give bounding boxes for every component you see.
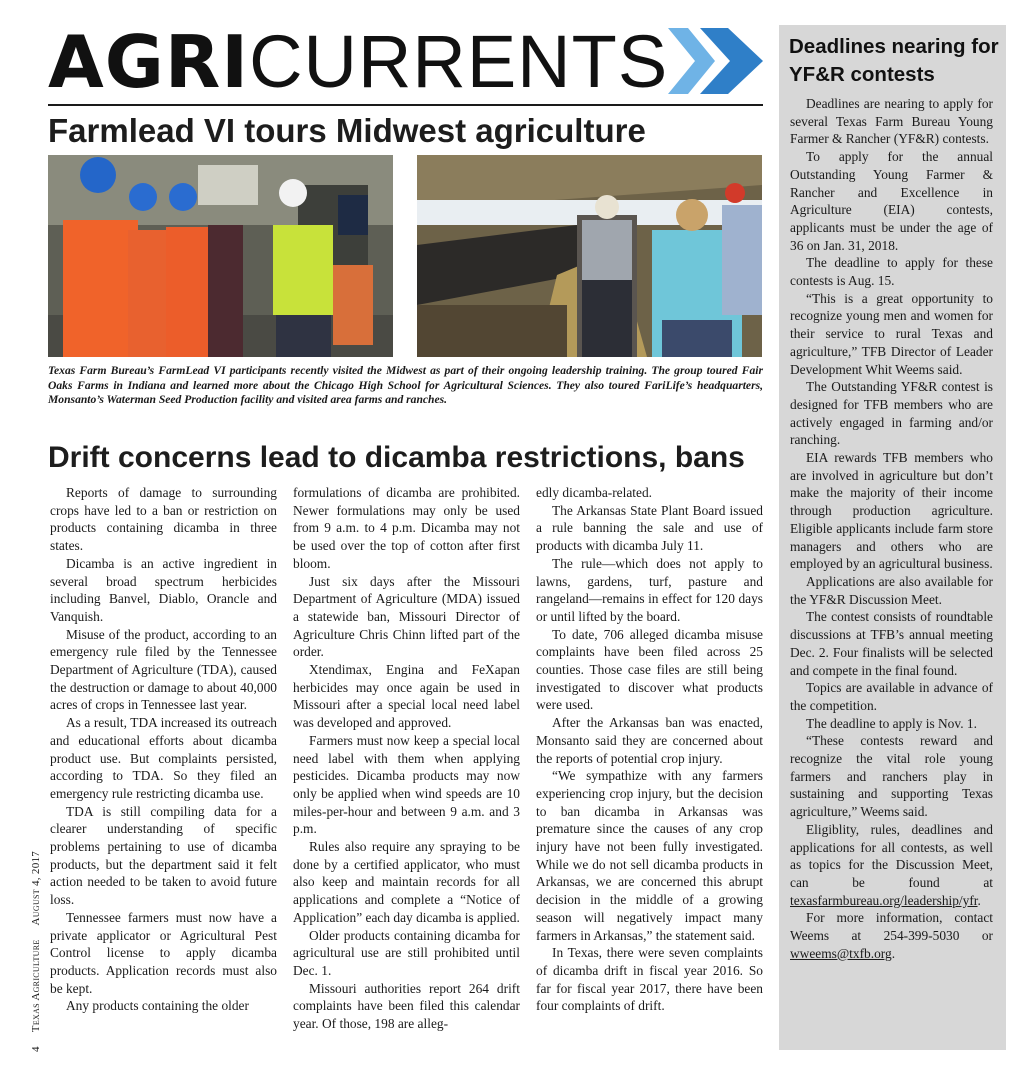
paragraph-with-link: [790, 821, 993, 910]
paragraph: Xtendimax, Engina and FeXapan herbicides may once again be used in Missouri after a special local need label was developed and approved.: [293, 662, 520, 731]
article-headline-farmlead: Farmlead VI tours Midwest agriculture: [48, 112, 646, 149]
paragraph: After the Arkansas ban was enacted, Monsanto said they are concerned about the reports of potential crop injury.: [536, 715, 763, 766]
paragraph: “These contests reward and recognize the vital role young farmers and ranchers play in sustaining and supporting Texas agriculture,” Weems said.: [790, 733, 993, 820]
paragraph: Rules also require any spraying to be done by a certified applicator, who must also keep and maintain records for all applications and complete a “Notice of Application” each day dicamba is applied.: [293, 839, 520, 925]
text: .: [891, 945, 896, 961]
article-column-2: [293, 484, 520, 1050]
paragraph: To date, 706 alleged dicamba misuse complaints have been filed across 25 counties. Those case files are still being investigated to discover what products were used.: [536, 626, 763, 713]
paragraph: Farmers must now keep a special local need label with them when applying pesticides. Dicamba products may now only be applied when wind speeds are 10 miles-per-hour and between 9 a.m. and 3 p.m.: [293, 732, 520, 837]
paragraph: Tennessee farmers must now have a private applicator or Agricultural Pest Control license to apply dicamba products. Application records must also be kept.: [50, 909, 277, 996]
page-number: 4: [30, 1046, 42, 1052]
paragraph: The deadline to apply is Nov. 1.: [806, 715, 977, 731]
paragraph: The Arkansas State Plant Board issued a rule banning the sale and use of products with dicamba July 11.: [536, 502, 763, 554]
paragraph: To apply for the annual Outstanding Young Farmer & Rancher and Excellence in Agriculture (EIA) contests, applicants must be under the age of 36 on Jan. 31, 2018.: [790, 149, 993, 253]
paragraph: Missouri authorities report 264 drift complaints have been filed this calendar year. Of those, 198 are alleg-: [293, 980, 520, 1032]
article-column-1: [50, 484, 277, 1050]
paragraph: Just six days after the Missouri Department of Agriculture (MDA) issued a statewide ban, Missouri Director of Agriculture Chris Chinn lifted part of the order.: [293, 573, 520, 660]
article-column-3: [536, 484, 763, 1050]
paragraph: Dicamba is an active ingredient in several broad spectrum herbicides including Banvel, Diablo, Orancle and Vanquish.: [50, 555, 277, 624]
paragraph: The Outstanding YF&R contest is designed for TFB members who are actively engaged in farming and/or ranching.: [790, 379, 993, 448]
paragraph: “We sympathize with any farmers experiencing crop injury, but the decision to ban dicamba in Arkansas was premature since the causes of any crop injury have not been fully investigated. While we do not sell dicamba products in Arkansas, we are concerned this abrupt decision in the middle of a growing season will negatively impact many farmers in Arkansas,” the statement said.: [536, 768, 763, 943]
issue-date: August 4, 2017: [30, 850, 42, 926]
photo-farmlead-dairy-barn: [417, 155, 762, 357]
paragraph: The deadline to apply for these contests is Aug. 15.: [790, 255, 993, 289]
masthead: [48, 22, 763, 102]
paragraph: “This is a great opportunity to recognize young men and women for their service to rural Texas and agriculture,” TFB Director of Leader Development Whit Weems said.: [790, 290, 993, 377]
paragraph-continued: formulations of dicamba are prohibited. Newer formulations may only be used from 9 a.m. to 4 p.m. Dicamba may not be used over the top of cotton after first bloom.: [293, 485, 520, 571]
paragraph: The rule—which does not apply to lawns, gardens, turf, pasture and rangeland—remains in effect for 120 days or until lifted by the board.: [536, 555, 763, 624]
publication-name: Texas Agriculture: [30, 939, 42, 1033]
paragraph: In Texas, there were seven complaints of dicamba drift in fiscal year 2016. So far for fiscal year 2017, there have been four complaints of drift.: [536, 945, 763, 1014]
sidebar-title: Deadlines nearing for YF&R contests: [789, 35, 999, 86]
paragraph: Misuse of the product, according to an emergency rule filed by the Tennessee Department of Agriculture (TDA), caused the destruction or damage to about 40,000 acres of crops in Tennessee last year.: [50, 626, 277, 713]
page-folio: [30, 837, 42, 1052]
photo-farmlead-group-factory: [48, 155, 393, 357]
paragraph: EIA rewards TFB members who are involved in agriculture but don’t make the majority of their income through production agriculture. Eligible applicants include farm store managers and others who are employed by an agricultural business.: [790, 450, 993, 572]
paragraph: Applications are also available for the YF&R Discussion Meet.: [790, 573, 993, 607]
photo-caption: Texas Farm Bureau’s FarmLead VI participants recently visited the Midwest as part of their ongoing leadership training. The group toured Fair Oaks Farms in Indiana and learned more about the Chicago High School for Agricultural Sciences. They also toured FariLife’s headquarters, Monsanto’s Waterman Seed Production facility and visited area farms and ranches.: [48, 364, 763, 406]
website-link[interactable]: texasfarmbureau.org/leadership/yfr: [790, 892, 978, 908]
article-headline-dicamba: Drift concerns lead to dicamba restrictions, bans: [48, 441, 745, 474]
paragraph: Topics are available in advance of the competition.: [790, 680, 993, 713]
paragraph: Any products containing the older: [66, 998, 249, 1014]
paragraph-continued: edly dicamba-related.: [536, 485, 652, 500]
sidebar-box: [779, 25, 1006, 1050]
chevron-arrows-icon: [668, 28, 763, 94]
paragraph: Reports of damage to surrounding crops have led to a ban or restriction on products containing dicamba in three states.: [50, 485, 277, 554]
text: For more information, contact Weems at 254-399-5030 or: [790, 910, 993, 944]
paragraph: Deadlines are nearing to apply for several Texas Farm Bureau Young Farmer & Rancher (YF&R) contests.: [790, 96, 993, 147]
paragraph: The contest consists of roundtable discussions at TFB’s annual meeting Dec. 2. Four finalists will be selected and compete in the final found.: [790, 609, 993, 678]
masthead-rule: [48, 104, 763, 106]
sidebar-body: [790, 95, 993, 962]
paragraph: Older products containing dicamba for agricultural use are still prohibited until Dec. 1.: [293, 927, 520, 978]
text: .: [977, 892, 981, 908]
email-link[interactable]: wweems@txfb.org: [790, 945, 892, 961]
paragraph: TDA is still compiling data for a clearer understanding of specific problems pertaining to use of dicamba products, but the department said it felt action needed to be taken to avoid future loss.: [50, 803, 277, 908]
text: Eligiblity, rules, deadlines and applications for all contests, as well as topics for the Discussion Meet, can be found at: [790, 821, 993, 890]
masthead-agri: AGRI: [48, 20, 250, 104]
masthead-currents: CURRENTS: [249, 20, 669, 103]
paragraph: As a result, TDA increased its outreach and educational efforts about dicamba product use. But complaints persisted, according to TDA. So they filed an emergency rule restricting dicamba use.: [50, 715, 277, 801]
paragraph-with-email: [790, 909, 993, 962]
